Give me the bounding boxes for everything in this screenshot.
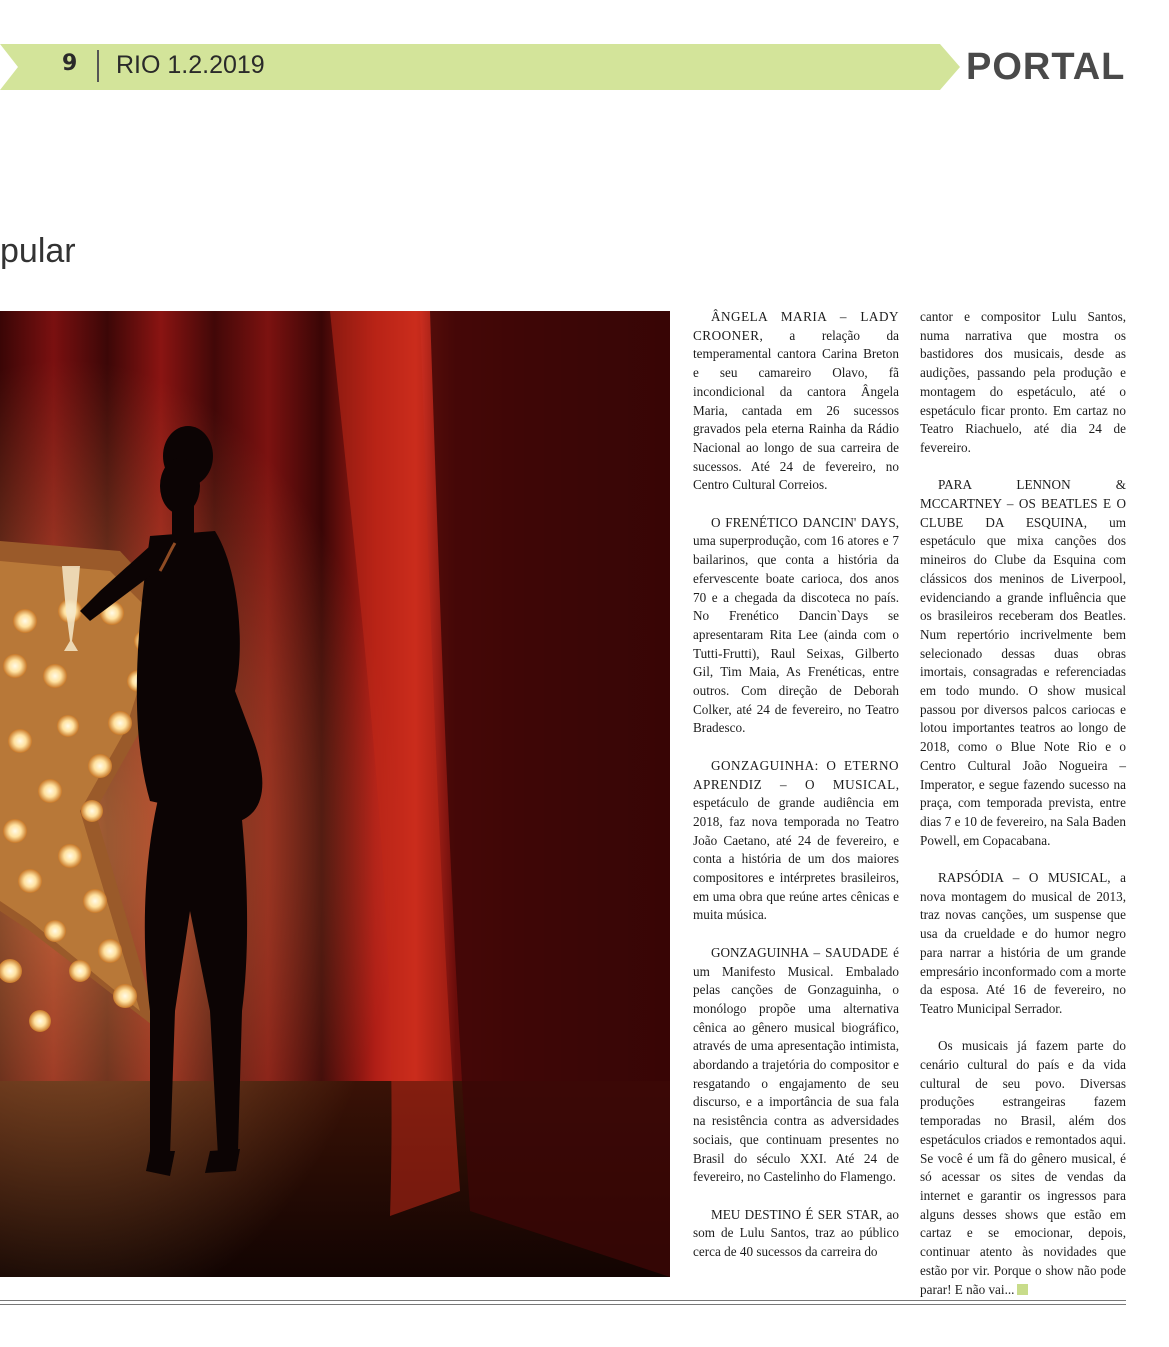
paragraph-body: , ao som de Lulu Santos, traz ao público cerca de 40 sucessos da carreira do <box>693 1206 899 1260</box>
bottom-rule <box>0 1304 1126 1305</box>
paragraph-body: Os musicais já fazem parte do cenário cultural do país e da vida cultural de seu povo. Diversas produções estrangeiras fazem temporadas no Brasil, além dos espetáculos criados e remontados aqui. Se você é um fã do gênero musical, é só acessar os sites de vendas da internet e garantir os ingressos para alguns desses shows que estão em cartaz e se emocionar, depois, continuar atento às novidades que estão por vir. Porque o show não pode parar! E não vai... <box>920 1038 1126 1297</box>
show-title: ÂNGELA MARIA – LADY CROONER <box>693 309 899 343</box>
show-title: GONZAGUINHA: O ETERNO APRENDIZ – O MUSICAL <box>693 757 899 792</box>
paragraph-frenetico <box>693 514 899 738</box>
end-of-article-mark <box>1017 1284 1028 1295</box>
paragraph-body: , um espetáculo que mixa canções dos mineiros do Clube da Esquina com clássicos dos meninos de Liverpool, evidenciando a grande influência que os brasileiros receberam dos Beatles. Num repertório incrivelmente bem selecionado dessas duas obras imortais, consagradas e referenciadas em todo mundo. O show musical passou por diversos palcos cariocas e lotou importantes teatros ao longo de 2018, como o Blue Note Rio e o Centro Cultural João Nogueira – Imperator, e segue fazendo sucesso na praça, com temporada prevista, entre dias 7 e 10 de fevereiro, na Sala Baden Powell, em Copacabana. <box>920 514 1126 848</box>
paragraph-body: é um Manifesto Musical. Embalado pelas canções de Gonzaguinha, o monólogo propõe uma alternativa cênica ao gênero musical biográfico, através de uma apresentação intimista, abordando a trajetória do compositor e resgatando o engajamento de seu discurso, e a importância de sua fala na resistência contra as adversidades sociais, que continuam presentes no Brasil do século XXI. Até 24 de fevereiro, no Castelinho do Flamengo. <box>693 944 899 1185</box>
article-column-1 <box>693 308 899 1280</box>
paragraph-body: , a relação da temperamental cantora Carina Breton e seu camareiro Olavo, fã incondicional da cantora Ângela Maria, cantada em 26 sucessos gravados pela eterna Rainha da Rádio Nacional ao longo de sua carreira de sucessos. Até 24 de fevereiro, no Centro Cultural Correios. <box>693 327 899 493</box>
paragraph-body: cantor e compositor Lulu Santos, numa narrativa que mostra os bastidores dos musicais, desde as audições, passando pela produção e montagem do espetáculo, até o espetáculo ficar pronto. Em cartaz no Teatro Riachuelo, até dia 24 de fevereiro. <box>920 309 1126 455</box>
show-title: RAPSÓDIA – O MUSICAL <box>938 870 1108 886</box>
show-title: O FRENÉTICO DANCIN' DAYS <box>711 514 896 530</box>
paragraph-angela-maria <box>693 308 899 495</box>
stage-scene <box>0 311 670 1277</box>
theater-photo <box>0 311 670 1277</box>
header-divider <box>97 50 99 82</box>
article-column-2 <box>920 308 1126 1318</box>
show-title: GONZAGUINHA – SAUDADE <box>711 944 889 960</box>
paragraph-meu-destino-cont <box>920 308 1126 458</box>
issue-date: RIO 1.2.2019 <box>116 51 265 79</box>
portal-logo <box>966 44 1126 90</box>
paragraph-lennon-mccartney <box>920 476 1126 850</box>
paragraph-conclusion <box>920 1037 1126 1299</box>
paragraph-gonzaguinha-saudade <box>693 944 899 1187</box>
paragraph-body: , espetáculo de grande audiência em 2018, faz nova temporada no Teatro João Caetano, até 24 de fevereiro, e conta a história de um dos maiores compositores e intérpretes brasileiros, em uma obra que reúne artes cênicas e muita música. <box>693 776 899 923</box>
paragraph-body: , a nova montagem do musical de 2013, traz novas canções, um suspense que usa da crueldade e do humor negro para narrar a história de um grande empresário inconformado com a morte da esposa. Até 16 de fevereiro, no Teatro Municipal Serrador. <box>920 870 1126 1016</box>
paragraph-body: , uma superprodução, com 16 atores e 7 bailarinos, que conta a história da efervescente boate carioca, dos anos 70 e a chegada da discoteca no país. No Frenético Dancin`Days se apresentaram Rita Lee (ainda com o Tutti-Frutti), Raul Seixas, Gilberto Gil, Tim Maia, As Frenéticas, entre outros. Com direção de Deborah Colker, até 24 de fevereiro, no Teatro Bradesco. <box>693 514 899 736</box>
show-title: PARA LENNON & MCCARTNEY – OS BEATLES E O CLUBE DA ESQUINA <box>920 477 1126 530</box>
headline-fragment: pular <box>0 232 76 270</box>
logo-text: PORTAL <box>966 46 1126 88</box>
bottom-rule <box>0 1300 1126 1301</box>
paragraph-meu-destino <box>693 1206 899 1262</box>
page-number: 9 <box>62 51 78 76</box>
paragraph-rapsodia <box>920 869 1126 1019</box>
show-title: MEU DESTINO É SER STAR <box>711 1206 879 1222</box>
paragraph-gonzaguinha-eterno <box>693 757 899 925</box>
